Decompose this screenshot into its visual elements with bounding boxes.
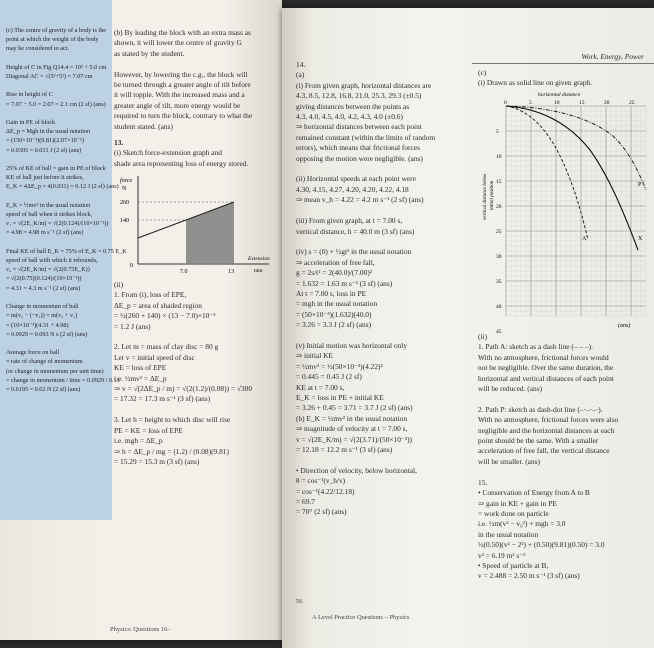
grid-y-tick: 5	[496, 129, 499, 135]
q14c-line: v = 2.488 = 2.50 m s⁻¹ (3 sf) (ans)	[478, 571, 580, 581]
q14-line: ⇒ acceleration of free fall,	[296, 257, 375, 267]
q14-line: (iv) s = (0) + ½gt² in the usual notation	[296, 247, 412, 257]
q13-line: ΔE_p = area of shaded region	[114, 300, 202, 310]
q14c-line: will be reduced. (ans)	[478, 384, 543, 394]
q14-solution	[296, 60, 466, 518]
margin-line: point at which the weight of the body	[6, 36, 99, 44]
margin-line: v₁ = √(2E_K/m) = √(2(0.124)/(10×10⁻³))	[6, 220, 109, 228]
margin-line: E_K = 4ΔE_p = 4(0.031) = 0.12 J (2 sf) (ans)	[6, 183, 119, 191]
q14-line: ⇒ horizontal distances between each point	[296, 122, 422, 132]
q14-line	[296, 331, 466, 341]
grid-y-tick: 30	[496, 254, 502, 260]
grid-x-tick: 20	[604, 100, 610, 106]
q14c-line: • Conservation of Energy from A to B	[478, 488, 590, 498]
q14c-line: in the usual notation	[478, 529, 539, 539]
q14c-line: point should be the same. With a smaller	[478, 436, 599, 446]
label-x: X	[638, 236, 643, 242]
q14c-ii-and-q15	[478, 332, 648, 582]
margin-line: Gain in PE of block	[6, 119, 56, 127]
q14-line	[296, 455, 466, 465]
q12b-line: student stated. (ans)	[114, 121, 173, 131]
margin-line: Final KE of ball E_K = 75% of E_K = 0.75 E_K	[6, 247, 127, 255]
margin-line: Average force on ball	[6, 349, 60, 357]
q14-line: ⇒ mean v_h = 4.22 = 4.2 m s⁻¹ (2 sf) (ans)	[296, 195, 424, 205]
header-rule	[472, 63, 654, 64]
q14-line: = 12.18 = 12.2 m s⁻¹ (3 sf) (ans)	[296, 445, 393, 455]
q14c-line: i.e. ½m(v² − v₀²) + mgh = 3.0	[478, 519, 566, 529]
margin-line: = 4.98 = 4.98 m s⁻¹ (2 sf) (ans)	[6, 229, 84, 237]
margin-line: E_K = ½mv² in the usual notation	[6, 201, 91, 209]
q14c-line: horizontal and vertical distances of each point	[478, 373, 614, 383]
q13-line: KE = loss of EPE	[114, 363, 167, 373]
margin-line: = 4.31 = 4.3 m s⁻¹ (2 sf) (ans)	[6, 284, 81, 292]
margin-line: = 0.0305 = 0.031 J (2 sf) (ans)	[6, 146, 82, 154]
trajectory-grid	[478, 90, 648, 335]
q14-line: (v) Initial motion was horizontal only	[296, 340, 408, 350]
q14-line: = 0.445 = 0.45 J (2 sf)	[296, 372, 362, 382]
left-col-text-top	[114, 28, 274, 132]
grid-ylabel: vertical distance below	[483, 173, 488, 220]
q13-line: = ½(260 + 140) × (13 − 7.0)×10⁻³	[114, 311, 216, 321]
q14c-i: (i) Drawn as solid line on given graph.	[478, 78, 593, 88]
right-footer: A Level Practice Questions – Physics	[312, 614, 410, 621]
q13-header	[114, 138, 248, 169]
q14-line: vertical distance, h = 40.0 m (3 sf) (ans)	[296, 226, 415, 236]
margin-line: v₂ = √(2E_K/m) = √(2(0.75E_K))	[6, 266, 90, 274]
y-tick-260: 260	[120, 200, 129, 206]
margin-line: = change in momentum / time = 0.0929 / 0.15	[6, 376, 120, 384]
q14-line: 4.3, 8.5, 12.8, 16.8, 21.0, 25.3, 29.3 (±0.5)	[296, 91, 422, 101]
q14-line: • Direction of velocity, below horizontal,	[296, 465, 417, 475]
margin-line: (or change in momentum per unit time)	[6, 367, 104, 375]
margin-line: = √(2(0.75)(0.124)/(10×10⁻³))	[6, 275, 82, 283]
q13-solution	[114, 280, 274, 467]
grid-y-tick: 45	[496, 329, 502, 335]
grid-x-tick: 15	[579, 100, 585, 106]
q14c-label: (c)	[478, 68, 487, 77]
q14-line: v = √(2E_K/m) = √(2(3.71)/(50×10⁻³))	[296, 434, 413, 444]
q13-line	[114, 332, 274, 342]
left-page	[0, 0, 282, 640]
margin-line: Rise in height of C	[6, 91, 53, 99]
q14-line: = 70° (2 sf) (ans)	[296, 507, 347, 517]
q14-line: = 3.26 + 0.45 = 3.71 = 3.7 J (2 sf) (ans)	[296, 403, 413, 413]
margin-line: may be considered to act.	[6, 45, 70, 53]
q14-line: 4.3, 4.0, 4.5, 4.0, 4.2, 4.3, 4.0 (±0.6)	[296, 112, 403, 122]
force-extension-graph	[114, 172, 274, 280]
margin-line: Change in momentum of ball	[6, 303, 79, 311]
q14c-line: acceleration of free fall, the vertical distance	[478, 446, 610, 456]
q13-line: 3. Let h = height to which disc will rise	[114, 415, 231, 425]
margin-line: = (150×10⁻³)(9.81)(2.07×10⁻²)	[6, 137, 84, 145]
q13-part-i: (i) Sketch force-extension graph and	[114, 148, 222, 158]
q14-line: g = 2s/t² = 2(40.0)/(7.00)²	[296, 268, 372, 278]
margin-line: speed of ball with which it rebounds,	[6, 257, 98, 265]
q14-line: E_K = loss in PE + initial KE	[296, 393, 384, 402]
q14c-line	[478, 394, 648, 404]
q13-line: = 1.2 J (ans)	[114, 321, 151, 331]
y-tick-0: 0	[130, 263, 133, 269]
grid-y-tick: 20	[496, 204, 502, 210]
page-number: 56	[296, 598, 303, 605]
right-header: Work, Energy, Power	[581, 52, 644, 61]
margin-line: = 0.0929 = 0.093 N s (2 sf) (ans)	[6, 330, 88, 338]
q14c-heading	[478, 68, 592, 89]
q13-number: 13.	[114, 138, 124, 147]
q14c-line: = work done on particle	[478, 508, 549, 518]
grid-y-tick: 15	[496, 179, 502, 185]
grid-y-tick: 25	[496, 229, 502, 235]
grid-title: horizontal distance	[538, 92, 581, 98]
q13-line: 2. Let m = mass of clay disc = 80 g	[114, 342, 219, 352]
q13-line: ⇒ v = √(2ΔE_p / m) = √(2(1.2)/(0.08)) = √300	[114, 384, 253, 394]
q14-line: KE at t = 7.00 s,	[296, 382, 345, 392]
grid-y-tick: 10	[496, 154, 502, 160]
y-tick-140: 140	[120, 218, 129, 224]
q13-line: PE = KE = loss of EPE	[114, 425, 183, 435]
q14-line: 14.	[296, 60, 306, 69]
q14-line: = cos⁻¹(4.22/12.18)	[296, 486, 355, 496]
margin-line: speed of ball when it strikes block,	[6, 211, 93, 219]
margin-line: KE of ball just before it strikes,	[6, 174, 84, 182]
margin-line: ΔE_p = Mgh in the usual notation	[6, 128, 91, 136]
q14-line: 4.30, 4.15, 4.27, 4.20, 4.20, 4.22, 4.18	[296, 184, 409, 194]
q12b-line: However, by lowering the c.g., the block will	[114, 69, 248, 79]
q12b-line: be turned through a greater angle of tilt before	[114, 80, 251, 90]
margin-line: 25% of KE of ball = gain in PE of block	[6, 165, 106, 173]
q14c-line: will be smaller. (ans)	[478, 456, 540, 466]
q14-line: = ½mv² = ½(50×10⁻³)(4.22)²	[296, 361, 383, 371]
graph-xunit: mm	[254, 268, 263, 274]
graph-yunit: N	[122, 186, 127, 192]
left-footer: Physics: Questions 16–	[110, 626, 171, 633]
grid-x-tick: 5	[529, 100, 532, 106]
grid-x-tick: 0	[504, 100, 507, 106]
q14-line: = 69.7	[296, 497, 315, 507]
q14-line: (b) E_K = ½mv² in the usual notation	[296, 413, 408, 423]
right-page	[282, 8, 654, 648]
grid-y-tick: 35	[496, 279, 502, 285]
grid-lines	[506, 106, 646, 316]
q14-line: = (50×10⁻³)(1.632)(40.0)	[296, 309, 372, 319]
margin-line: = rate of change of momentum	[6, 358, 83, 366]
q14-line	[296, 237, 466, 247]
q13-line: i.e. ½mv² = ΔE_p	[114, 373, 167, 383]
q14-line: errors), which means that frictional forces	[296, 143, 420, 153]
q14-line: opposing the motion were negligible. (ans)	[296, 153, 423, 163]
q14c-line: • Speed of particle at B,	[478, 560, 549, 570]
grid-ans: (ans)	[618, 323, 631, 329]
margin-line	[6, 192, 108, 201]
grid-x-tick: 25	[629, 100, 635, 106]
q14-line: (ii) Horizontal speeds at each point were	[296, 174, 416, 184]
q14-line	[296, 206, 466, 216]
q13-line: Let v = initial speed of disc	[114, 352, 195, 362]
margin-line: Height of C in Fig Q14.4 = 10² + 5.0 cm	[6, 63, 107, 71]
q12b-line	[114, 59, 274, 69]
q14c-line: With no atmosphere, frictional forces would	[478, 352, 609, 362]
q12b-line: required to turn the block, contrary to what the	[114, 111, 253, 121]
q13-line: = 17.32 = 17.3 m s⁻¹ (3 sf) (ans)	[114, 394, 211, 404]
q14-line: remained constant (within the limits of random	[296, 132, 436, 142]
q13-line: i.e. mgh = ΔE_p	[114, 436, 163, 446]
q13-line: (ii)	[114, 280, 124, 289]
q12b-line: (b) By leading the block with an extra mass as	[114, 28, 251, 37]
x-tick-7: 7.0	[180, 269, 188, 275]
margin-line	[6, 155, 108, 164]
grid-ylabel-2: initial position	[490, 180, 495, 210]
q14c-line: 15.	[478, 477, 488, 487]
q14-line: (i) From given graph, horizontal distances are	[296, 80, 432, 90]
q14-line: giving distances between the points as	[296, 101, 410, 111]
q14-line: ⇒ magnitude of velocity at t = 7.00 s,	[296, 424, 408, 434]
path-x-solid-line	[506, 106, 638, 250]
grid-tick-labels	[496, 100, 635, 335]
q14-line: (a)	[296, 70, 305, 80]
q14c-line	[478, 467, 648, 477]
margin-line: = 0.6195 = 0.62 N (2 sf) (ans)	[6, 385, 81, 393]
margin-line: (c) The centre of gravity of a body is the	[6, 27, 107, 34]
q14c-line: negligible and the horizontal distances at each	[478, 425, 615, 435]
q12b-line: as stated by the student.	[114, 48, 185, 58]
q13-line: 1. From (i), loss of EPE,	[114, 290, 187, 300]
margin-line: Diagonal AC = √(5²+5²) = 7.07 cm	[6, 73, 93, 81]
q12b-line: shown, it will lower the centre of gravity G	[114, 38, 242, 48]
q14c-line: 2. Path P: sketch as dash-dot line (–·–·–·).	[478, 404, 603, 414]
q14-line: = 1.632 = 1.63 m s⁻² (3 sf) (ans)	[296, 278, 393, 288]
margin-line	[6, 238, 108, 247]
q14-line: θ = cos⁻¹(v_h/v)	[296, 476, 346, 486]
margin-line: = m(v₂ − (−v₁)) = m(v₂ + v₁)	[6, 312, 78, 320]
q13-line: = 15.29 = 15.3 m (3 sf) (ans)	[114, 456, 200, 466]
q14c-line: ⇒ gain in KE + gain in PE	[478, 498, 557, 508]
q14c-line: not be negligible. Over the same duration, the	[478, 363, 614, 373]
margin-line: = (10×10⁻³)(4.31 + 4.98)	[6, 321, 69, 329]
q14-line: (iii) From given graph, at t = 7.00 s,	[296, 216, 403, 226]
graph-ylabel: force	[120, 178, 133, 184]
q14c-line: ½(0.50)(v² − 2²) + (0.50)(9.81)(0.50) = 3.0	[478, 540, 605, 550]
margin-line: = 7.07 − 5.0 = 2.07 = 2.1 cm (2 sf) (ans)	[6, 100, 106, 108]
q13-line: ⇒ h = ΔE_p / mg = (1.2) / (0.08)(9.81)	[114, 446, 229, 456]
margin-line	[6, 109, 108, 118]
q12b-line: greater angle of tilt, more energy would be	[114, 100, 241, 110]
label-p: P	[638, 182, 642, 188]
q14c-line: v² = 6.19 m² s⁻²	[478, 550, 526, 560]
q14-line: ⇒ initial KE	[296, 351, 333, 361]
q14c-line: (ii)	[478, 332, 488, 341]
q13-line	[114, 405, 274, 415]
q14-line	[296, 164, 466, 174]
margin-line	[6, 54, 108, 63]
margin-line	[6, 81, 108, 90]
q14-line: = mgh in the usual notation	[296, 299, 378, 309]
q14c-line: With no atmosphere, frictional forces were also	[478, 415, 619, 425]
grid-y-tick: 40	[496, 304, 502, 310]
x-tick-13: 13	[228, 269, 234, 275]
q14-line: = 3.26 = 3.3 J (2 sf) (ans)	[296, 320, 372, 330]
grid-x-tick: 10	[554, 100, 560, 106]
q14c-line: 1. Path A: sketch as a dash line (– – –).	[478, 342, 593, 352]
graph-xlabel: Extension	[248, 256, 270, 262]
q13-part-i-2: shade area representing loss of energy stored.	[114, 158, 249, 168]
q12b-line: it will topple. With the increased mass and a	[114, 90, 245, 100]
margin-line	[6, 293, 108, 302]
q14-line: At t = 7.00 s, loss in PE	[296, 288, 367, 298]
margin-line	[6, 339, 108, 348]
label-a: A	[582, 236, 587, 242]
